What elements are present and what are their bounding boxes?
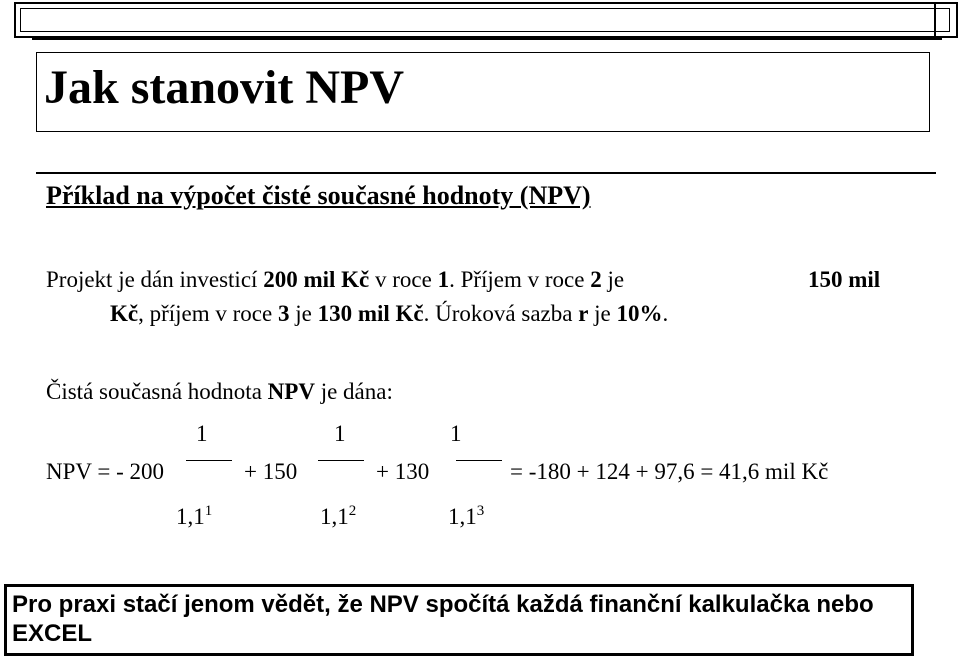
formula-result: = -180 + 124 + 97,6 = 41,6 mil Kč <box>510 459 829 484</box>
text-span: je <box>289 301 318 326</box>
formula-term-3: + 130 <box>376 459 430 484</box>
fraction-bar-3 <box>456 460 502 461</box>
currency: Kč <box>110 301 139 326</box>
denominator-2 <box>320 504 356 528</box>
income-year-3-amount: 130 mil Kč <box>317 301 424 326</box>
formula-lhs: NPV = - 200 <box>46 459 164 484</box>
text-span: je <box>588 301 617 326</box>
slide-subtitle: Příklad na výpočet čisté současné hodnoty (NPV) <box>46 181 591 210</box>
denominator-exponent: 2 <box>348 503 357 519</box>
numerator-2: 1 <box>334 421 346 446</box>
text-span: . Příjem v roce <box>449 267 591 292</box>
income-amount: 150 mil <box>808 267 881 292</box>
denominator-base: 1,1 <box>448 504 477 529</box>
year-2: 2 <box>590 267 602 292</box>
year-3: 3 <box>277 301 290 326</box>
text-span: v roce <box>369 267 438 292</box>
denominator-base: 1,1 <box>320 504 349 529</box>
denominator-3 <box>448 504 484 528</box>
rate-symbol: r <box>578 301 589 326</box>
top-decorative-tick <box>934 2 936 38</box>
year-1: 1 <box>437 267 450 292</box>
npv-label: NPV <box>267 379 315 404</box>
problem-statement-line-2 <box>110 300 668 328</box>
numerator-1: 1 <box>196 421 208 446</box>
formula-term-2: + 150 <box>244 459 298 484</box>
top-decorative-frame-inner <box>20 8 950 32</box>
top-decorative-bar <box>32 36 942 40</box>
problem-statement-line-1 <box>46 266 624 294</box>
text-span: . <box>662 301 669 326</box>
investment-amount: 200 mil Kč <box>263 267 370 292</box>
interest-rate: 10% <box>616 301 663 326</box>
slide-title: Jak stanovit NPV <box>44 61 405 114</box>
denominator-exponent: 1 <box>204 503 213 519</box>
text-span: Čistá současná hodnota <box>46 379 268 404</box>
text-span: . Úroková sazba <box>423 301 579 326</box>
income-year-2-amount <box>808 266 880 294</box>
fraction-bar-2 <box>318 460 364 461</box>
text-span: , příjem v roce <box>138 301 278 326</box>
npv-intro <box>46 378 393 406</box>
denominator-1 <box>176 504 212 528</box>
section-rule <box>36 172 936 174</box>
numerator-3: 1 <box>450 421 462 446</box>
footer-note: Pro praxi stačí jenom vědět, že NPV spočítá každá finanční kalkulačka nebo EXCEL <box>12 591 874 647</box>
fraction-bar-1 <box>186 460 232 461</box>
text-span: Projekt je dán investicí <box>46 267 264 292</box>
text-span: je <box>601 267 625 292</box>
denominator-exponent: 3 <box>476 503 485 519</box>
text-span: je dána: <box>314 379 393 404</box>
denominator-base: 1,1 <box>176 504 205 529</box>
